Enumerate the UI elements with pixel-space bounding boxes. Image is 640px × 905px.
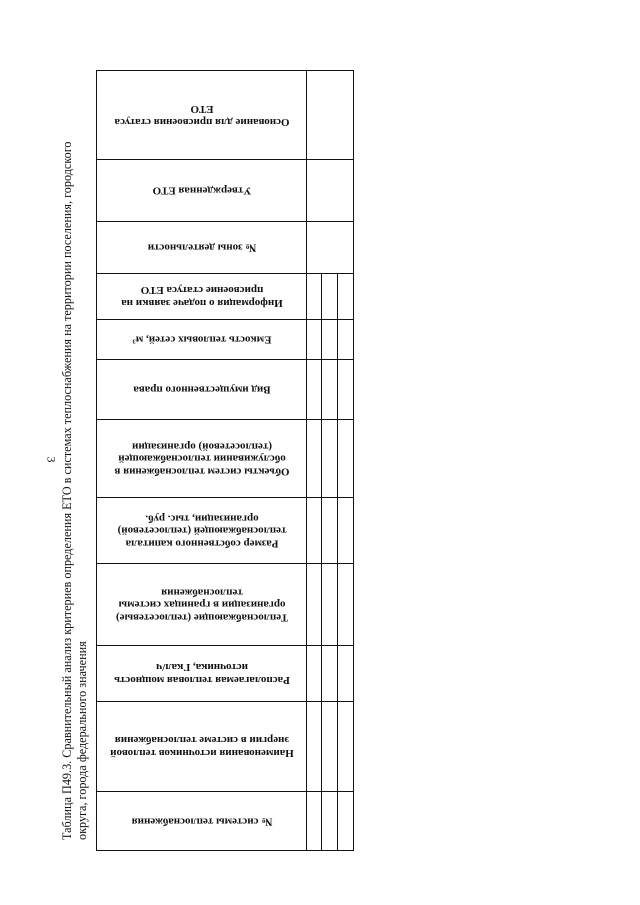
caption-line-1: Таблица П49.3. Сравнительный анализ критериев определения ЕТО в системах теплоснабжения на территории поселения, городского [60, 141, 74, 840]
header-cell: Вид имущественного права [132, 383, 271, 396]
header-cell: № системы теплоснабжения [131, 815, 272, 828]
table-row [97, 273, 353, 319]
header-cell: Объекты систем теплоснабжения в обслуживании теплоснабжающей (теплосетевой) организации [113, 440, 290, 478]
table-row [97, 319, 353, 359]
page-number: 3 [44, 456, 59, 463]
header-cell: Располагаемая тепловая мощность источника, Гкал/ч [113, 661, 290, 686]
header-cell: Размер собственного капитала теплоснабжающей (теплосетевой) организации, тыс. руб. [117, 512, 286, 550]
table-row [97, 159, 353, 221]
table-row [97, 497, 353, 563]
criteria-table [96, 70, 354, 851]
table-row [97, 71, 353, 159]
header-cell: Основание для присвоения статуса ЕТО [113, 103, 290, 128]
table-row [97, 359, 353, 419]
table-row [97, 645, 353, 701]
table-row [97, 701, 353, 791]
header-cell: № зоны деятельности [147, 241, 256, 254]
header-cell: Информация о подаче заявки на присвоение статуса ЕТО [120, 284, 283, 309]
table-row [97, 221, 353, 273]
table-row [97, 563, 353, 645]
header-cell: Теплоснабжающие (теплосетевые) организации в границах системы теплоснабжения [115, 586, 288, 624]
header-cell: Утвержденная ЕТО [152, 184, 251, 197]
header-cell: Наименования источников тепловой энергии в системе теплоснабжения [109, 734, 294, 759]
header-cell: Емкость тепловых сетей, м³ [132, 333, 271, 346]
table-row [97, 791, 353, 850]
table-caption [60, 80, 100, 840]
caption-line-2: округа, города федерального значения [75, 641, 89, 840]
table-row [97, 419, 353, 497]
